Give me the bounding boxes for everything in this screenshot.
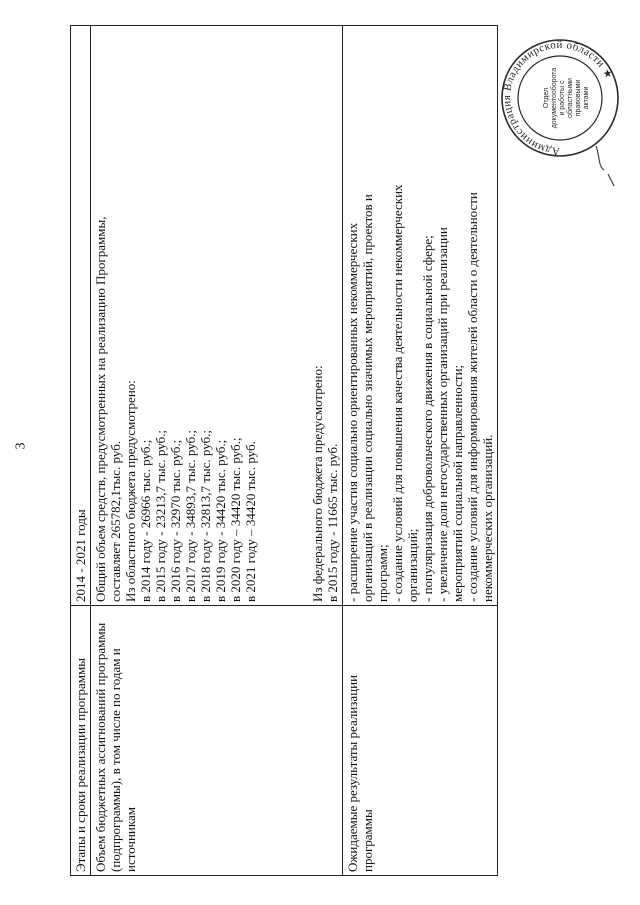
pen-mark-icon	[590, 140, 620, 190]
svg-text:Отделдокументооборотаи работы: Отделдокументооборотаи работы собластнымиправовымиактами	[543, 67, 590, 129]
text-line: - увеличение доли негосударственных организаций при реализации	[435, 227, 450, 602]
text-line: мероприятий социальной направленности;	[450, 364, 465, 602]
row-label: Объем бюджетных ассигнований программы (подпрограммы), в том числе по годам и источникам	[91, 606, 343, 876]
text-line: в 2021 году – 34420 тыс. руб.	[243, 441, 258, 602]
text-line: Из областного бюджета предусмотрено:	[123, 380, 138, 602]
text-line: в 2018 году - 32813,7 тыс. руб.;	[198, 429, 213, 602]
table-row	[343, 26, 498, 876]
row-value	[71, 26, 91, 606]
text-line: - популяризация добровольческого движения в социальной сфере;	[420, 235, 435, 602]
text-line: в 2016 году - 32970 тыс. руб.;	[168, 439, 183, 602]
text-line: Из федерального бюджета предусмотрено:	[310, 365, 325, 602]
table-row	[91, 26, 343, 876]
text-line: организаций в реализации социально значимых мероприятий, проектов и	[360, 194, 375, 602]
text-line: в 2015 году - 23213,7 тыс. руб.;	[153, 429, 168, 602]
text-line: 2014 - 2021 годы	[73, 509, 88, 602]
table-row	[71, 26, 91, 876]
text-line: некоммерческих организаций.	[480, 434, 495, 602]
text-line: - создание условий для повышения качества деятельности некоммерческих	[390, 184, 405, 602]
text-line: в 2020 году – 34420 тыс. руб.;	[228, 437, 243, 602]
row-value	[91, 26, 343, 606]
spacer	[258, 29, 310, 602]
text-line: - расширение участия социально ориентированных некоммерческих	[345, 222, 360, 602]
row-label: Ожидаемые результаты реализации программы	[343, 606, 498, 876]
svg-text:Администрация Владимирской обл: Администрация Владимирской области ★	[500, 38, 615, 158]
text-line: в 2014 году - 26966 тыс. руб.;	[138, 439, 153, 602]
text-line: в 2019 году - 34420 тыс. руб.;	[213, 439, 228, 602]
row-label: Этапы и сроки реализации программы	[71, 606, 91, 876]
text-line: в 2015 году - 11665 тыс. руб.	[325, 443, 340, 602]
text-line: организаций;	[405, 528, 420, 602]
page-number: 3	[13, 442, 29, 450]
text-line: программ;	[375, 544, 390, 602]
program-passport-table	[70, 25, 498, 876]
text-line: - создание условий для информирования жителей области о деятельности	[465, 192, 480, 602]
row-value	[343, 26, 498, 606]
text-line: в 2017 году - 34893,7 тыс. руб.;	[183, 429, 198, 602]
text-line: составляет 265782,1тыс. руб.	[108, 440, 123, 602]
text-line: Общий объем средств, предусмотренных на реализацию Программы,	[93, 216, 108, 602]
